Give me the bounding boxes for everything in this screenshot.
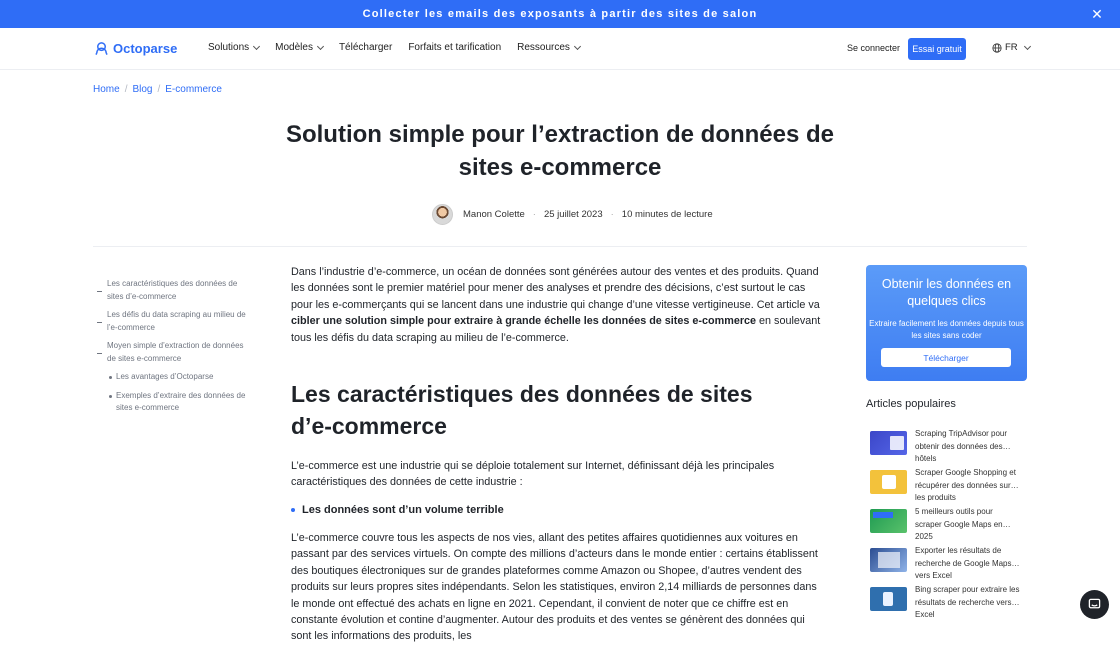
popular-article-title[interactable]: 5 meilleurs outils pour scraper Google Maps en 2025 [915, 507, 1003, 541]
breadcrumb-home[interactable]: Home [93, 84, 120, 95]
popular-article-item[interactable] [870, 545, 1025, 584]
promo-banner[interactable] [0, 0, 1120, 28]
popular-article-title[interactable]: Exporter les résultats de recherche de Google Maps vers Excel [915, 546, 1012, 580]
breadcrumb-separator: / [157, 84, 161, 95]
cta-title: Obtenir les données en quelques clics [881, 277, 1012, 308]
free-trial-button[interactable]: Essai gratuit [908, 38, 966, 60]
divider [93, 246, 1027, 247]
site-header [0, 28, 1120, 70]
read-time: 10 minutes de lecture [621, 209, 713, 220]
intro-text: Dans l’industrie d’e-commerce, un océan de données sont générées autour des ventes et des produits. Quand les données sont le premier matériel pour mener des analyses et prendre des décisions, c’est surtout le cas pour les e-commerçants qui se lancent dans une industrie qui change d’une vitesse vertigineuse. Cet article va [291, 266, 820, 311]
body-paragraph: L’e-commerce couvre tous les aspects de nos vies, allant des petites affaires quotidiennes aux voitures en passant par des services virtuels. On compte des millions d’acteurs dans le monde entier : certains établissent des boutiques électroniques sur de grandes plateformes comme Amazon ou Shopee, d’autres vendent des produits sur leurs propres sites indépendants. Selon les statistiques, environ 2,14 milliards de personnes dans le monde ont effectué des achats en ligne en 2021. Cependant, il convient de noter que ce chiffre est en constante évolution et contine d’augmenter. Autour des produits et des ventes se génèrent des données qui sont les informations des produits, les [291, 532, 818, 643]
chat-icon [1088, 598, 1101, 611]
popular-articles-title: Articles populaires [866, 398, 956, 410]
article-thumbnail[interactable] [870, 509, 907, 533]
nav-label: Modèles [275, 42, 313, 53]
chevron-down-icon [317, 42, 324, 49]
author-avatar[interactable] [432, 204, 453, 225]
list-item [291, 502, 504, 518]
popular-article-title[interactable]: Bing scraper pour extraire les résultats de recherche vers Excel [915, 585, 1020, 619]
close-icon[interactable]: ✕ [1091, 6, 1103, 22]
login-link[interactable]: Se connecter [847, 43, 901, 53]
meta-separator: · [610, 209, 614, 220]
table-of-contents [96, 278, 246, 421]
nav-label: Solutions [208, 42, 250, 53]
toc-subitem[interactable]: Exemples d’extraire des données de sites e-commerce [96, 390, 246, 415]
nav-modeles[interactable] [275, 42, 323, 53]
download-cta-card [866, 265, 1027, 381]
popular-article-item[interactable] [870, 584, 1025, 623]
article-date: 25 juillet 2023 [543, 209, 603, 220]
article-meta [432, 204, 713, 225]
cta-download-button[interactable]: Télécharger [881, 348, 1011, 367]
article-title: Solution simple pour l’extraction de données de sites e-commerce [285, 121, 835, 181]
popular-article-title[interactable]: Scraper Google Shopping et récupérer des données sur les produits [915, 468, 1016, 502]
popular-article-item[interactable] [870, 467, 1025, 506]
breadcrumb [93, 84, 222, 95]
nav-pricing[interactable] [408, 42, 501, 53]
section-paragraph: L’e-commerce est une industrie qui se déploie totalement sur Internet, définissant déjà les principales caractéristiques des données de cette industrie : [291, 460, 775, 489]
toc-item[interactable]: Les caractéristiques des données de sites d’e-commerce [96, 278, 246, 303]
author-name[interactable]: Manon Colette [463, 209, 525, 220]
banner-text[interactable]: Collecter les emails des exposants à partir des sites de salon [362, 8, 758, 20]
nav-label: Forfaits et tarification [408, 42, 502, 53]
chevron-down-icon [253, 42, 260, 49]
breadcrumb-blog[interactable]: Blog [132, 84, 153, 95]
meta-separator: · [532, 209, 536, 220]
logo[interactable] [94, 41, 177, 56]
article-thumbnail[interactable] [870, 587, 907, 611]
language-label: FR [1005, 42, 1018, 53]
article-thumbnail[interactable] [870, 548, 907, 572]
breadcrumb-separator: / [124, 84, 128, 95]
article-thumbnail[interactable] [870, 470, 907, 494]
chevron-down-icon [574, 42, 581, 49]
nav-label: Ressources [517, 42, 570, 53]
nav-ressources[interactable] [517, 42, 580, 53]
nav-label: Télécharger [338, 42, 393, 53]
nav-telecharger[interactable] [339, 42, 392, 53]
nav-solutions[interactable] [208, 42, 259, 53]
popular-article-item[interactable] [870, 428, 1025, 467]
language-selector[interactable] [992, 42, 1030, 53]
cta-subtitle: Extraire facilement les données depuis tous les sites sans coder [869, 319, 1024, 340]
toc-item[interactable]: Les défis du data scraping au milieu de l’e-commerce [96, 309, 246, 334]
bullet-text: Les données sont d’un volume terrible [302, 504, 504, 516]
octopus-logo-icon [94, 41, 109, 56]
toc-subitem[interactable]: Les avantages d’Octoparse [96, 371, 246, 384]
article-thumbnail[interactable] [870, 431, 907, 455]
popular-article-item[interactable] [870, 506, 1025, 545]
intro-text-end: en soulevant tous les défis du data scraping au milieu de l’e-commerce. [291, 315, 821, 344]
logo-text: Octoparse [113, 41, 178, 56]
chat-widget-button[interactable] [1080, 590, 1109, 619]
bullet-dot [291, 508, 295, 512]
main-nav [208, 42, 580, 53]
toc-item[interactable]: Moyen simple d’extraction de données de sites e-commerce [96, 340, 246, 365]
section-heading: Les caractéristiques des données de sites d’e-commerce [291, 381, 753, 439]
intro-bold: cibler une solution simple pour extraire à grande échelle les données de sites e-commerce [291, 315, 757, 328]
article-body [291, 264, 821, 643]
breadcrumb-category[interactable]: E-commerce [165, 84, 222, 95]
popular-article-title[interactable]: Scraping TripAdvisor pour obtenir des données des hôtels [915, 429, 1008, 463]
chevron-down-icon [1024, 42, 1031, 49]
popular-articles-list [870, 428, 1025, 623]
intro-paragraph [291, 264, 821, 346]
globe-icon [992, 43, 1002, 53]
